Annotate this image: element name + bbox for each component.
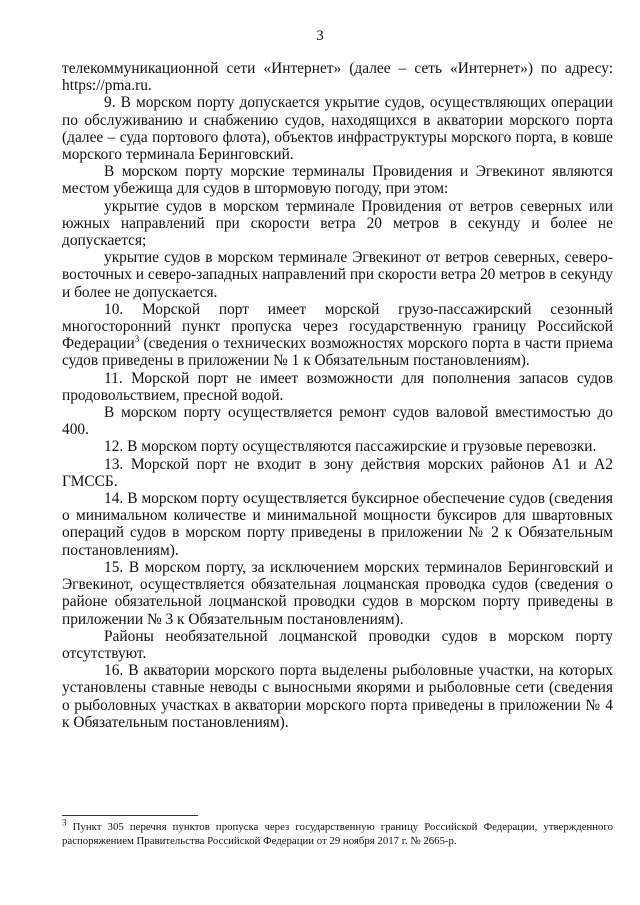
- paragraph-provideniya-shelter: укрытие судов в морском терминале Провидения от ветров северных или южных направлений при скорости ветра 20 метров в секунду и более не допускается;: [62, 197, 613, 250]
- page-number: 3: [316, 28, 324, 44]
- paragraph-10-continuation: (сведения о технических возможностях морского порта в части приема судов приведены в приложении № 1 к Обязательным постановлениям).: [62, 335, 613, 370]
- paragraph-10-text: 10. Морской порт имеет морской грузо-пассажирский сезонный многосторонний пункт пропуска через государственную границу Российской Федерации: [62, 300, 613, 353]
- footnote-text: Пункт 305 перечня пунктов пропуска через государственную границу Российской Федерации, утвержденного распоряжением Правительства Российской Федерации от 29 ноября 2017 г. № 2665-р.: [62, 821, 613, 847]
- footnote-reference: 3: [134, 334, 140, 345]
- paragraph-ship-repair: В морском порту осуществляется ремонт судов валовой вместимостью до 400.: [62, 404, 613, 439]
- paragraph-egvekinot-shelter: укрытие судов в морском терминале Эгвекинот от ветров северных, северо-восточных и северо-западных направлений при скорости ветра 20 метров в секунду и более не допускается.: [62, 249, 613, 301]
- paragraph-15: 15. В морском порту, за исключением морских терминалов Беринговский и Эгвекинот, осуществляется обязательная лоцманская проводка судов (сведения о районе обязательной лоцманской проводки судов в морском порту приведены в приложении № 3 к Обязательным постановлениям).: [62, 558, 613, 628]
- paragraph-9: 9. В морском порту допускается укрытие судов, осуществляющих операции по обслуживанию и снабжению судов, находящихся в акватории морского порта (далее – суда портового флота), объектов инфраструктуры морского порта, в ковше морского терминала Беринговский.: [62, 94, 613, 164]
- paragraph-shelter-terminals: В морском порту морские терминалы Провидения и Эгвекинот являются местом убежища для судов в штормовую погоду, при этом:: [62, 163, 613, 198]
- paragraph-pilotage-areas: Районы необязательной лоцманской проводки судов в морском порту отсутствуют.: [62, 627, 613, 662]
- paragraph-14: 14. В морском порту осуществляется буксирное обеспечение судов (сведения о минимальном количестве и минимальной мощности буксиров для швартовных операций судов в морском порту приведены в приложении № 2 к Обязательным постановлениям).: [62, 490, 613, 559]
- footnote-divider: [62, 815, 198, 816]
- footnote: [62, 817, 613, 848]
- paragraph-12: 12. В морском порту осуществляются пассажирские и грузовые перевозки.: [104, 438, 597, 456]
- paragraph-internet-address: телекоммуникационной сети «Интернет» (далее – сеть «Интернет») по адресу: https://pma.ru.: [62, 60, 613, 95]
- paragraph-16: 16. В акватории морского порта выделены рыболовные участки, на которых установлены ставные неводы с выносными якорями и рыболовные сети (сведения о рыболовных участках в акватории морского порта приведены в приложении № 4 к Обязательным постановлениям).: [62, 662, 613, 731]
- paragraph-11: 11. Морской порт не имеет возможности для пополнения запасов судов продовольствием, пресной водой.: [62, 369, 613, 404]
- document-body: [62, 60, 613, 731]
- paragraph-10: [62, 301, 613, 370]
- paragraph-13: 13. Морской порт не входит в зону действия морских районов А1 и А2 ГМССБ.: [62, 455, 613, 490]
- footnote-marker: 3: [62, 817, 67, 828]
